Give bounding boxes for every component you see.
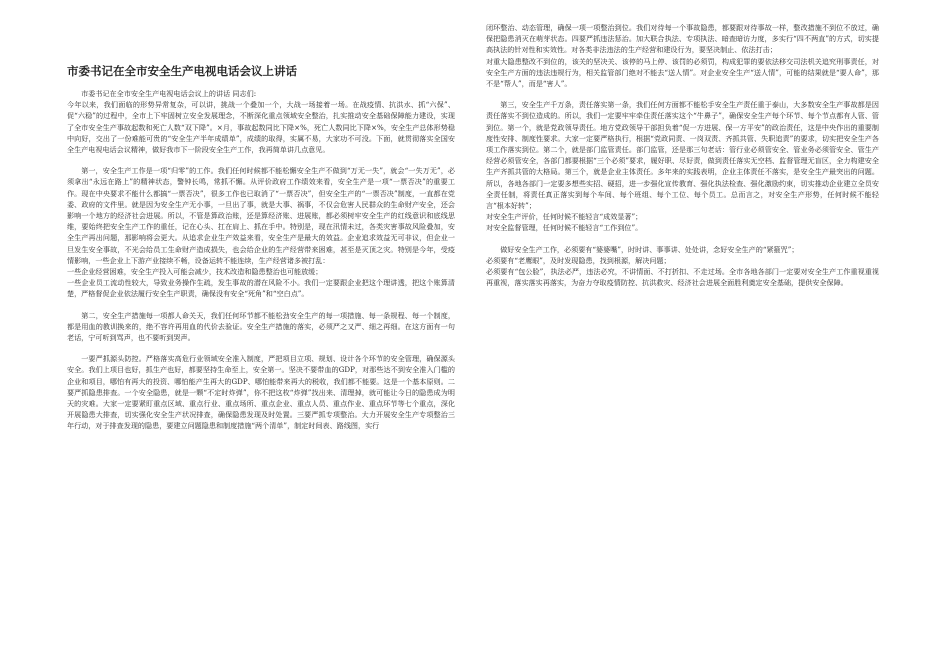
paragraph: 必须要有“包公脸”，执法必严，违法必究，不讲情面、不打折扣、不走过场。全市各地各部门一定要对安全生产工作重视重视再重视，落实落实再落实，为奋力夺取疫情防控、抗洪救灾、经济社会进展全面胜利奠定安全基础，提供安全保障。 (486, 267, 879, 288)
paragraph: 一些企业经营困难，安全生产投入可能会减少，技术改造和隐患整治也可能放缓； (67, 267, 323, 277)
document-title: 市委书记在全市安全生产电视电话会议上讲话 (67, 64, 297, 78)
paragraph: 对重大隐患整改不到位的，该关的坚决关、该停的马上停、该罚的必须罚，构成犯罪的要依法移交司法机关追究刑事责任，对安全生产方面的违法违规行为，相关监管部门绝对不能去“送人情”。对企业安全生产“送人情”，可能的结果就是“要人命”，那不是“帮人”，而是“害人”。 (486, 56, 879, 89)
paragraph: 市委书记在全市安全生产电视电话会议上的讲话 同志们: (81, 89, 257, 98)
paragraph: 对安全生产评价，任何时候不能轻言“成效显著”； (486, 212, 643, 222)
paragraph-gap (486, 89, 879, 99)
paragraph: 对安全监督管理，任何时候不能轻言“工作到位”。 (486, 223, 643, 233)
paragraph: 一些企业员工流动性较大，导致业务操作生疏，发生事故的潜在风险不小。我们一定要跟企业把这个理讲透，把这个账算清楚，严格督促企业依法履行安全生产职责，确保没有安全“死角”和“空白点”。 (67, 278, 455, 299)
paragraph: 必须要有“老鹰眼”，及时发现隐患，找到根源，解决问题； (486, 255, 671, 265)
paragraph: 一要严抓源头防控。严格落实高危行业领域安全准入制度，严把项目立项、规划、设计各个环节的安全管理，确保源头安全。我们上项目也好，抓生产也好，都要坚持生命至上，安全第一。坚决不要带血的GDP，对那些达不到安全准入门槛的企业和项目，哪怕有再大的投资、哪怕能产生再大的GDP、哪怕能带来再大的税收，我们都不能要。这是一个基本原则。二要严抓隐患排查。一个安全隐患，就是一颗“不定时炸弹”，你不把这枚“炸弹”找出来、清理掉，就可能让今日的隐患成为明天的灾难。大家一定要紧盯重点区域、重点行业、重点场所、重点企业、重点人员、重点作业、重点环节等七个重点，深化开展隐患大排查，切实强化安全生产状况排查，确保隐患发现及时处置。三要严抓专项整治。大力开展安全生产专项整治三年行动，对于排查发现的隐患，要建立问题隐患和制度措施“两个清单”，制定时间表、路线图，实行 (67, 354, 455, 431)
paragraph: 第二，安全生产措施每一项都人命关天，我们任何环节都不能松劲安全生产的每一项措施、每一条规程、每一个制度，都是用血的教训换来的，绝不容许再用血的代价去验证。安全生产措施的落实，必须严之又严、细之再细。在这方面有一句老话，宁可听到骂声，也不要听到哭声。 (67, 310, 455, 343)
right-column (486, 22, 879, 288)
paragraph-gap (67, 343, 455, 353)
left-column (67, 88, 455, 432)
paragraph: 今年以来，我们面临的形势异常复杂，可以讲，挑战一个叠加一个，大战一场接着一场。在战疫情、抗洪水、抓“六保”、促“六稳”的过程中，全市上下牢固树立安全发展理念，不断深化重点领域安全整治，扎实推动安全基础保障能力建设，实现了全市安全生产事故起数和死亡人数“双下降”。×月，事故起数同比下降×%，死亡人数同比下降×%，安全生产总体形势稳中向好，交出了一份难能可贵的“安全生产半年成绩单”，成绩的取得，实属不易，大家功不可没。下面，就贯彻落实全国安全生产电视电话会议精神，做好我市下一阶段安全生产工作，我再简单讲几点意见。 (67, 100, 455, 155)
paragraph: 闭环整治、动态管理，确保一项一项整治到位。我们对待每一个事故隐患，都要跟对待事故一样，整改措施不到位不放过，确保把隐患消灭在萌芽状态。四要严抓违法惩治。加大联合执法、专项执法、暗查暗访力度，多实行“四不两直”的方式，切实提高执法的针对性和实效性。对各类非法违法的生产经营和建设行为，要坚决制止、依法打击； (486, 23, 879, 55)
paragraph: 第三，安全生产千万条，责任落实第一条，我们任何方面都不能松手安全生产责任重于泰山，大多数安全生产事故都是因责任落实不到位造成的。所以，我们一定要牢牢牵住责任落实这个“牛鼻子”，确保安全生产每个环节、每个节点都有人管、管到位。第一个，就是党政领导责任。地方党政领导干部担负着“促一方进展、保一方平安”的政治责任，这是中央作出的重要制度性安排、制度性要求。大家一定要严格执行，根据“党政同责、一岗双责、齐抓共管、失职追责”的要求，切实把安全生产各项工作落实到位。第二个，就是部门监管责任。部门监管，还是那三句老话：管行业必须管安全、管业务必须管安全、管生产经营必须管安全，各部门都要根据“三个必须”要求，履好职、尽好责，做到责任落实无空档、监督管理无盲区，全力构建安全生产齐抓共管的大格局。第三个，就是企业主体责任。多年来的实践表明，企业主体责任不落实，是安全生产最突出的问题。所以，各地各部门一定要多想些实招、硬招，进一步强化宣传教育、强化执法检查、强化激励约束，切实推动企业建立全员安全责任制，将责任真正落实到每个车间、每个班组、每个工位、每个员工。总而言之，对安全生产形势，任何时候不能轻言“根本好转”； (486, 100, 879, 211)
paragraph: 第一，安全生产工作是一项“归零”的工作。我们任何时候都不能松懈安全生产不做到“万无一失”，就会“一失万无”，必须拿出“永远在路上”的精神状态，警钟长鸣，常抓不懈。从评价政府工作绩效来看，安全生产是一项“一票否决”的重要工作。现在中央要求不能什么都搞“一票否决”，很多工作也已取消了“一票否决”，但安全生产的“一票否决”制度，一直都在党委、政府的文件里。就是因为安全生产无小事，一旦出了事，就是大事、祸事，不仅会危害人民群众的生命财产安全，还会影响一个地方的经济社会进展。所以，不管是算政治账，还是算经济账、进展账，都必须树牢安全生产的红线意识和底线思维，要始终把安全生产工作的重任，记在心头、扛在肩上、抓在手中。特别是，现在汛情未过，各类灾害事故风险叠加，安全生产再出问题，那影响将会更大。从追求企业生产效益来看，安全生产是最大的效益。企业追求效益无可非议，但企业一旦发生安全事故，不光会给员工生命财产造成损失，也会给企业的生产经营带来困难，甚至是灭顶之灾。特别是今年，受疫情影响，一些企业上下游产业接续不畅，设备运转不能连续，生产经营诸多被打乱： (67, 166, 455, 265)
paragraph: 做好安全生产工作，必须要有“婆婆嘴”，时时讲、事事讲、处处讲，念好安全生产的“紧箍咒”； (500, 244, 799, 254)
paragraph-gap (67, 300, 455, 310)
paragraph-gap (67, 155, 455, 165)
paragraph-gap (486, 234, 879, 244)
